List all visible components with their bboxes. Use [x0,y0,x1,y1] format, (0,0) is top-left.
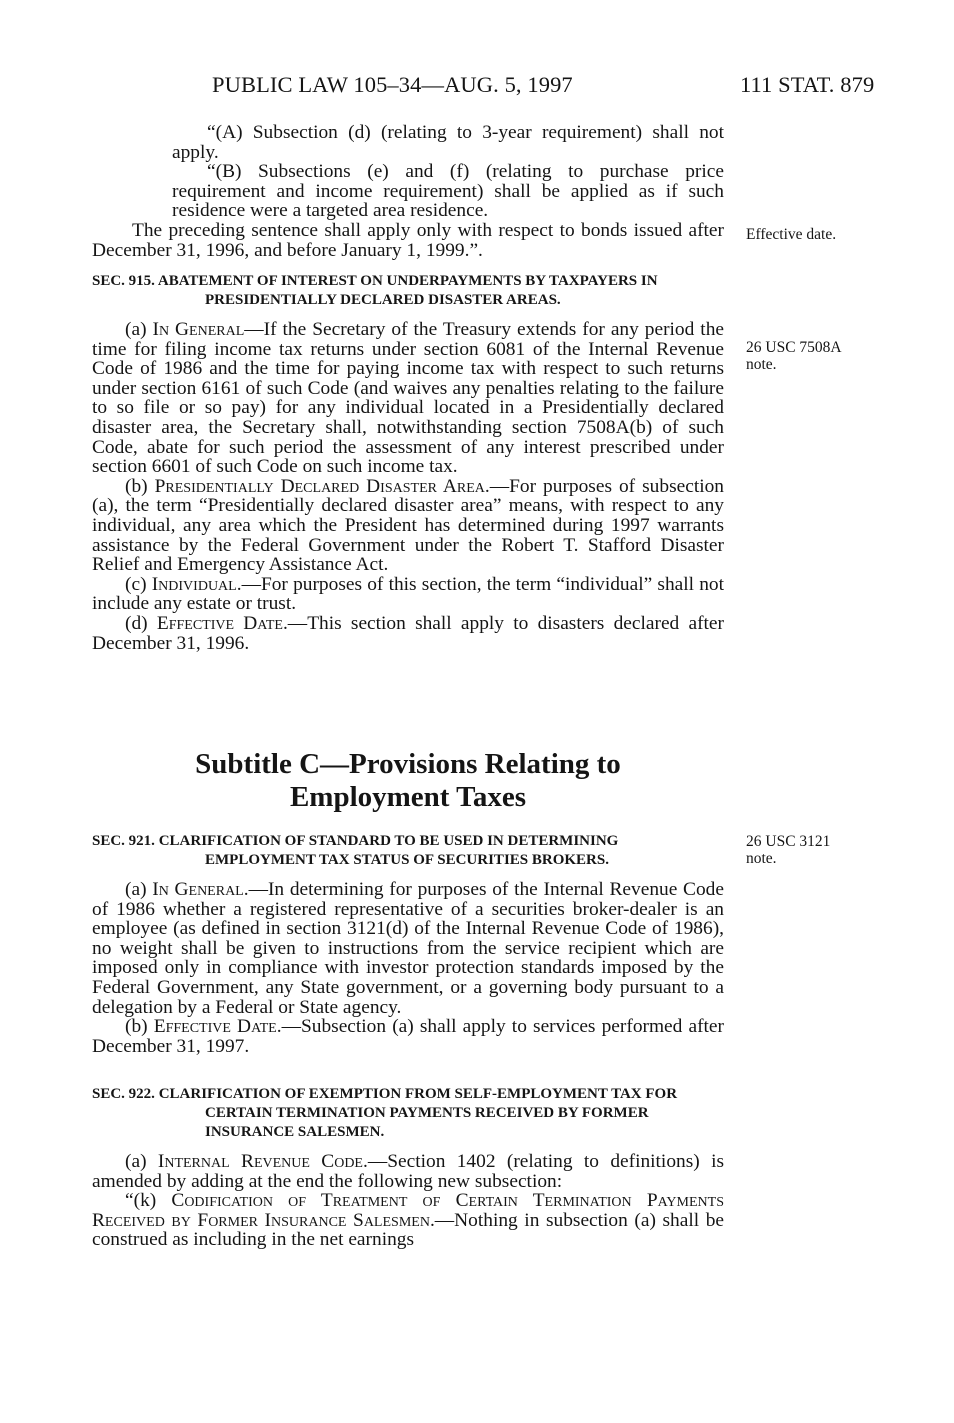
sub-label: (b) [125,475,155,497]
section-922-sub-k [92,1191,724,1250]
section-922-sub-a [92,1152,724,1191]
sub-text: .—This section shall apply to disasters declared after December 31, 1996. [92,612,724,654]
sub-text: .—Nothing in subsection (a) shall be construed as including in the net earnings [92,1209,724,1251]
closing-sentence [92,221,724,260]
sub-text: .—For purposes of subsection (a), the term “Presidentially declared disaster area” means, with respect to any individual, any area which the President has determined during 1997 warrants assistance by the Federal Government under the Robert T. Stafford Disaster Relief and Emergency Assistance Act. [92,475,724,576]
running-header-title: PUBLIC LAW 105–34—AUG. 5, 1997 [212,72,573,97]
section-915-sub-c [92,575,724,614]
section-921 [92,832,724,1056]
margin-note-line: 26 USC 3121 [746,833,831,850]
section-922-heading [92,1085,724,1142]
margin-note-effective-date: Effective date. [746,226,837,243]
section-915-sub-b [92,477,724,575]
section-915-sub-a [92,320,724,477]
margin-note-line: 26 USC 7508A [746,339,842,356]
section-921-title: CLARIFICATION OF STANDARD TO BE USED IN DETERMINING EMPLOYMENT TAX STATUS OF SECURITIES BROKERS. [158,833,619,868]
running-header-page: 111 STAT. 879 [740,72,875,97]
sub-heading: Codification of Treatment of Certain Termination Payments Received by Former Insurance Salesmen [92,1190,724,1231]
paragraph-a-text: “(A) Subsection (d) (relating to 3-year requirement) shall not apply. [172,122,724,163]
sub-heading: Presidentially Declared Disaster Area [154,475,485,497]
section-922 [92,1085,724,1250]
sub-text: .—Subsection (a) shall apply to services performed after December 31, 1997. [92,1016,724,1057]
section-915-sub-d [92,614,724,653]
subtitle-line-2: Employment Taxes [289,781,527,813]
section-915-number: SEC. 915. [92,273,155,289]
sub-label: (a) [125,319,153,340]
sub-label: (a) [125,879,153,900]
sub-label: (d) [125,612,157,634]
margin-note-line: note. [746,356,777,373]
margin-note-usc-7508a [746,339,842,373]
sub-label: (c) [125,573,152,595]
paragraph-a [92,123,724,162]
paragraph-b-text: “(B) Subsections (e) and (f) (relating to purchase price requirement and income requirement) shall be applied as if such residence were a targeted area residence. [172,161,724,222]
section-921-heading [92,832,724,870]
section-922-number: SEC. 922. [92,1086,155,1102]
subtitle-line-1: Subtitle C—Provisions Relating to [195,748,621,780]
sub-heading: Effective Date [153,1016,277,1038]
sub-label: “(k) [125,1190,172,1212]
sub-heading: Internal Revenue Code [157,1151,363,1172]
sub-heading: Effective Date [156,612,283,634]
continuation-block [92,123,724,260]
sub-label: (a) [125,1151,158,1172]
closing-sentence-text: The preceding sentence shall apply only with respect to bonds issued after December 31, 1996, and before January 1, 1999.”. [92,219,724,261]
sub-text: .—For purposes of this section, the term “individual” shall not include any estate or trust. [92,573,724,615]
section-921-sub-a [92,880,724,1017]
section-915 [92,272,724,653]
sub-heading: In General [152,319,245,340]
section-921-number: SEC. 921. [92,833,155,849]
margin-note-line: note. [746,850,777,867]
sub-label: (b) [125,1016,154,1038]
sub-text: —If the Secretary of the Treasury extends for any period the time for filing income tax returns under section 6081 of the Internal Revenue Code of 1986 and the time for paying income tax with respect to such returns under section 6161 of such Code (and waives any penalties relating to the failure to so file or so pay) for any individual located in a Presidentially declared disaster area, the Secretary shall, notwithstanding section 7508A(b) of such Code, abate for such period the assessment of any interest prescribed under section 6601 of such Code on such income tax. [92,319,724,478]
sub-text: .—In determining for purposes of the Internal Revenue Code of 1986 whether a registered representative of a securities broker-dealer is an employee (as defined in section 3121(d) of the Internal Revenue Code of 1986), no weight shall be given to instructions from the service recipient which are imposed only in compliance with investor protection standards imposed by the Federal Government, any State government, or a governing body pursuant to a delegation by a Federal or State agency. [92,879,724,1018]
section-915-heading [92,272,724,310]
sub-text: .—Section 1402 (relating to definitions) is amended by adding at the end the following new subsection: [92,1151,724,1192]
section-915-title: ABATEMENT OF INTEREST ON UNDERPAYMENTS BY TAXPAYERS IN PRESIDENTIALLY DECLARED DISASTER AREAS. [157,273,658,308]
margin-note-usc-3121 [746,833,830,867]
sub-heading: In General [152,879,244,900]
paragraph-b [92,162,724,221]
subtitle-heading [92,748,724,814]
section-922-title: CLARIFICATION OF EXEMPTION FROM SELF-EMPLOYMENT TAX FOR CERTAIN TERMINATION PAYMENTS RECEIVED BY FORMER INSURANCE SALESMEN. [158,1086,678,1140]
section-921-sub-b [92,1017,724,1056]
sub-heading: Individual [151,573,237,595]
